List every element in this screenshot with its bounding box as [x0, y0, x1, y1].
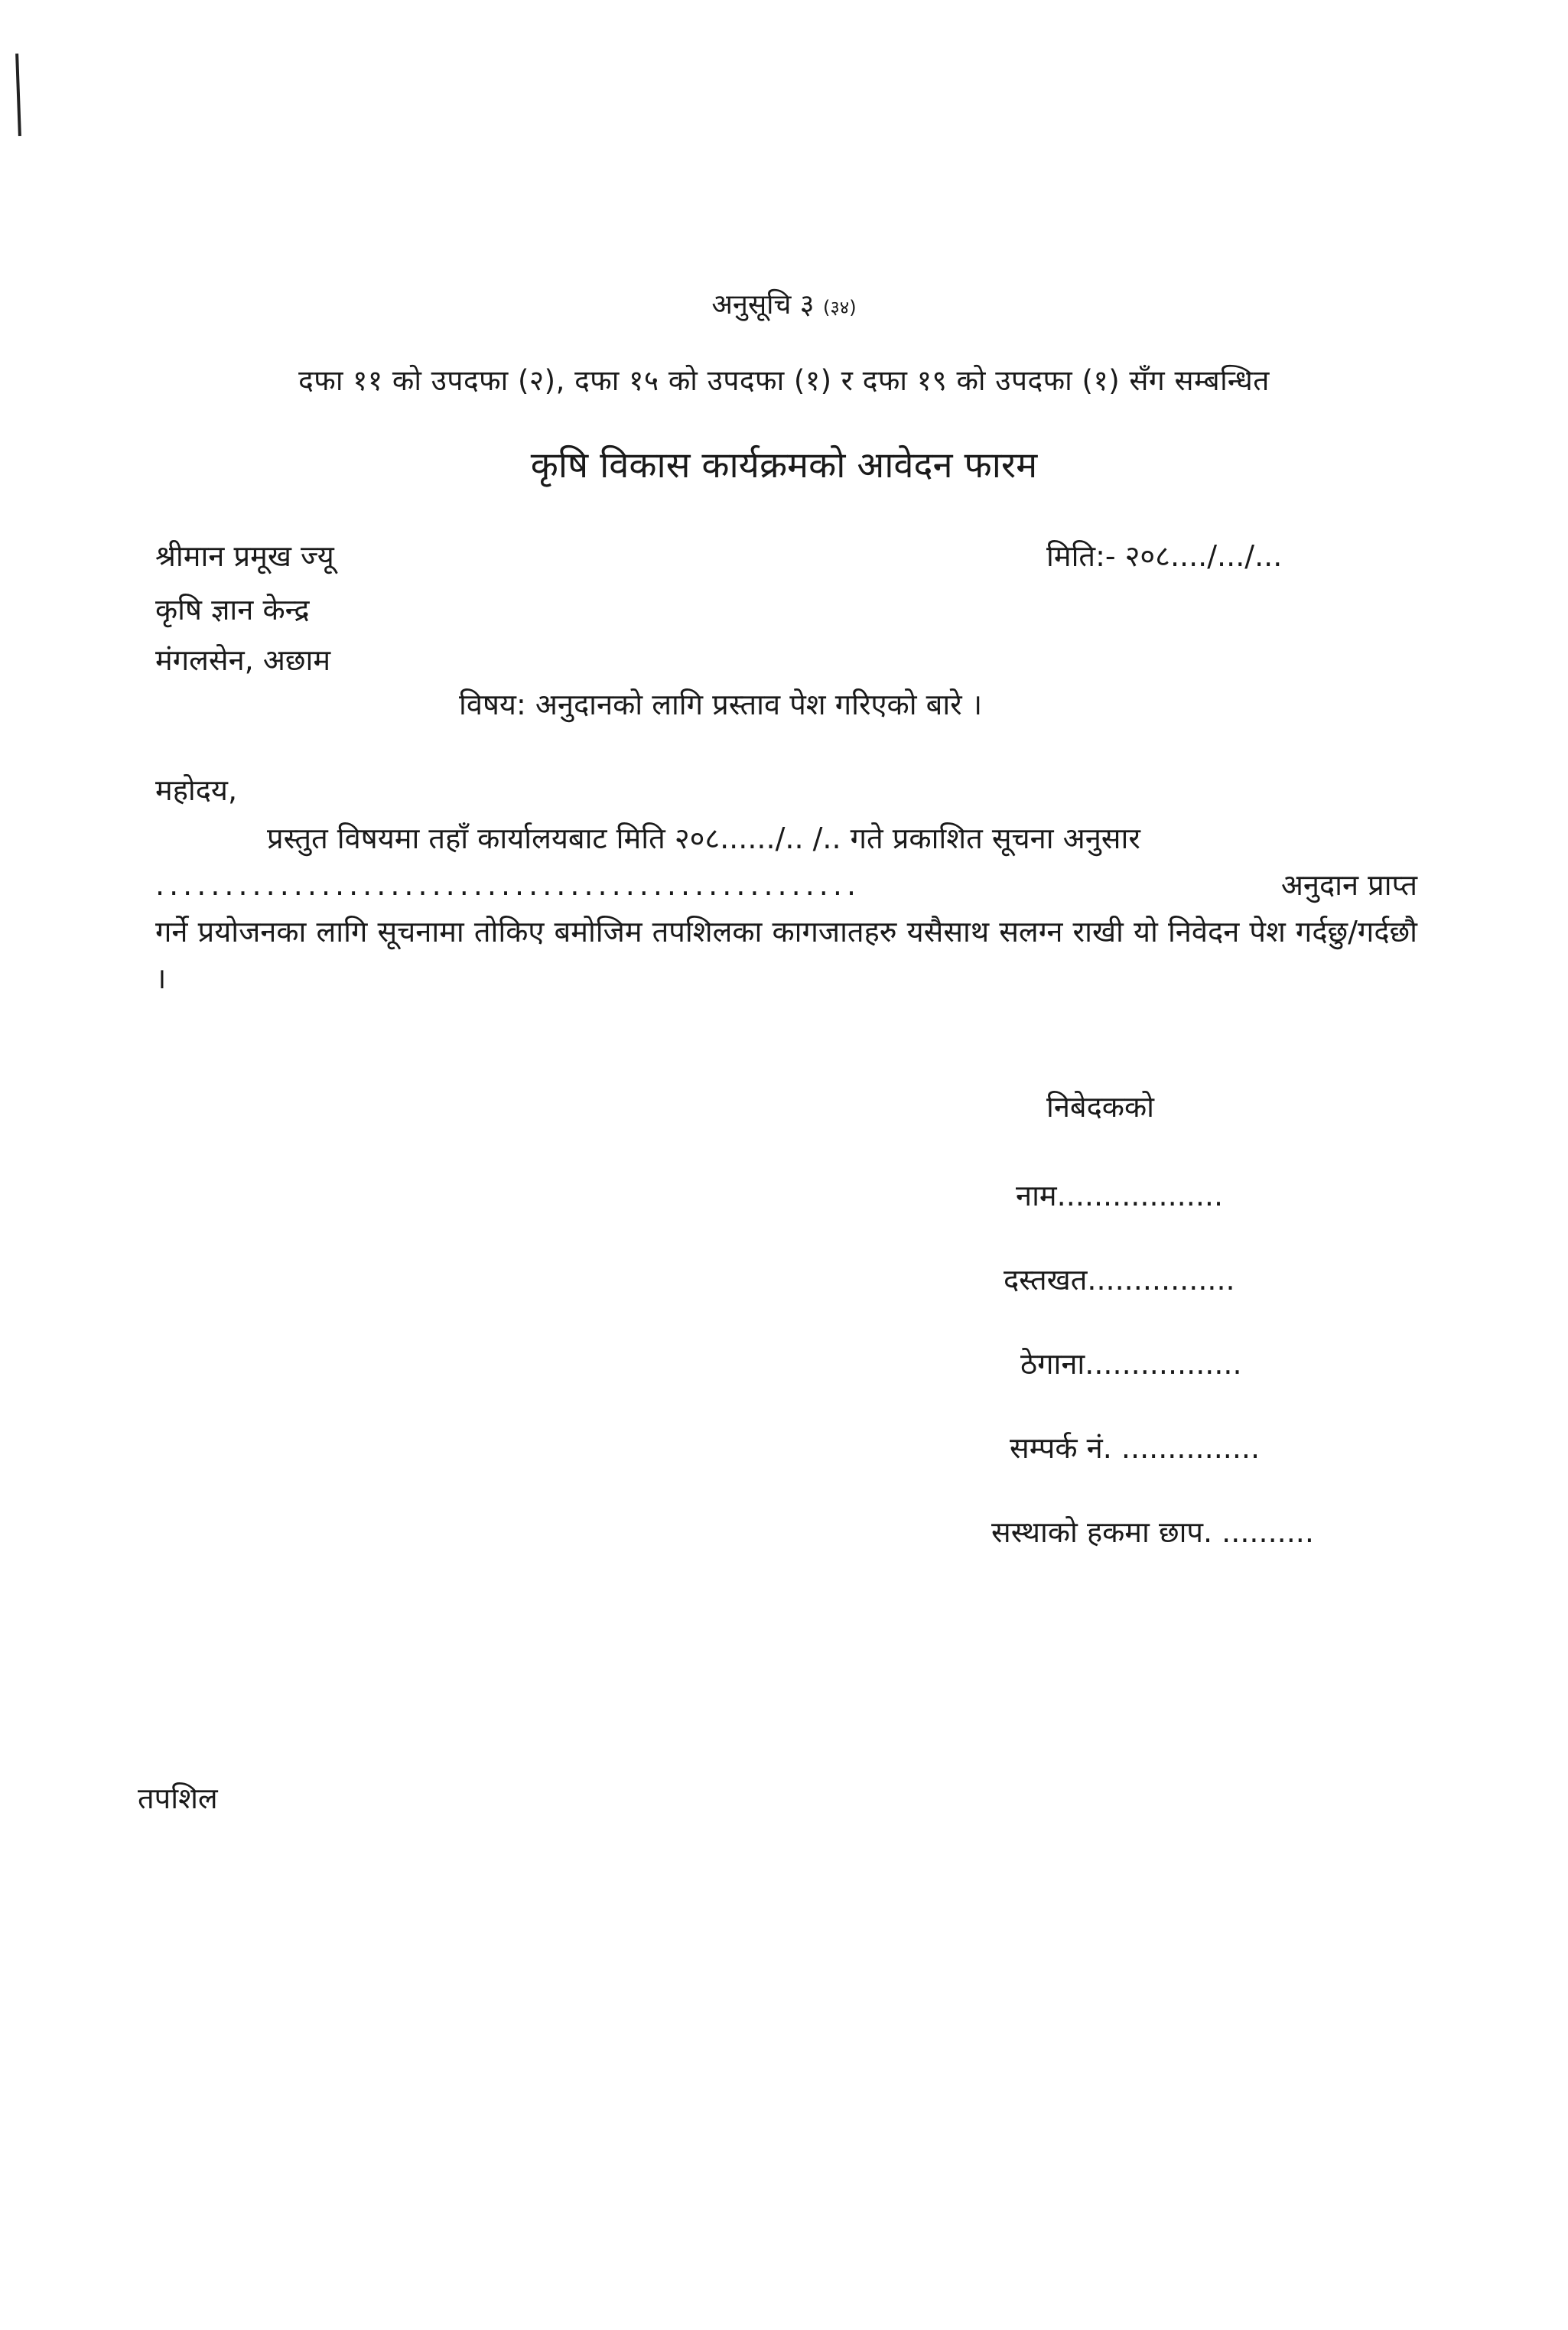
body-line-1-text: प्रस्तुत विषयमा तहाँ कार्यालयबाट मिति २०८....../.. /.. गते प्रकाशित सूचना अनुसार [267, 822, 1140, 855]
addressee-line-2: कृषि ज्ञान केन्द्र [155, 593, 310, 626]
organization-stamp-field: सस्थाको हकमा छाप. .......... [991, 1515, 1314, 1549]
schedule-label: तपशिल [138, 1782, 218, 1815]
blank-dotted-field: ................................................... [155, 868, 861, 902]
body-line-2 [155, 862, 1417, 909]
addressee-line-3: मंगलसेन, अछाम [155, 643, 331, 677]
body-line-2-suffix: अनुदान प्राप्त [1280, 868, 1417, 902]
contact-number-field: सम्पर्क नं. ............... [1010, 1431, 1261, 1465]
name-field: नाम.................. [1016, 1179, 1224, 1212]
signature-heading: निबेदकको [1046, 1090, 1155, 1124]
body-paragraph [155, 815, 1417, 1002]
scan-edge-mark [15, 54, 21, 136]
clause-reference: दफा ११ को उपदफा (२), दफा १५ को उपदफा (१) र दफा १९ को उपदफा (१) सँग सम्बन्धित [298, 364, 1270, 397]
schedule-heading [0, 285, 1568, 322]
body-line-1 [155, 815, 1417, 862]
salutation: महोदय, [155, 773, 238, 807]
schedule-sub-number: (३४) [822, 297, 857, 318]
signature-field: दस्तखत................ [1004, 1263, 1235, 1297]
schedule-number: अनुसूचि ३ [711, 289, 815, 321]
form-title: कृषि विकास कार्यक्रमको आवेदन फारम [530, 444, 1038, 487]
date-field: मिति:- २०८..../.../... [1046, 539, 1283, 573]
address-field: ठेगाना................. [1020, 1347, 1242, 1381]
body-line-3: गर्ने प्रयोजनका लागि सूचनामा तोकिए बमोजिम तपशिलका कागजातहरु यसैसाथ सलग्न राखी यो निवेदन पेश गर्दछु/गर्दछौ । [155, 915, 1417, 995]
addressee-line-1: श्रीमान प्रमूख ज्यू [155, 539, 334, 573]
subject-line: विषय: अनुदानको लागि प्रस्ताव पेश गरिएको बारे । [459, 688, 983, 721]
